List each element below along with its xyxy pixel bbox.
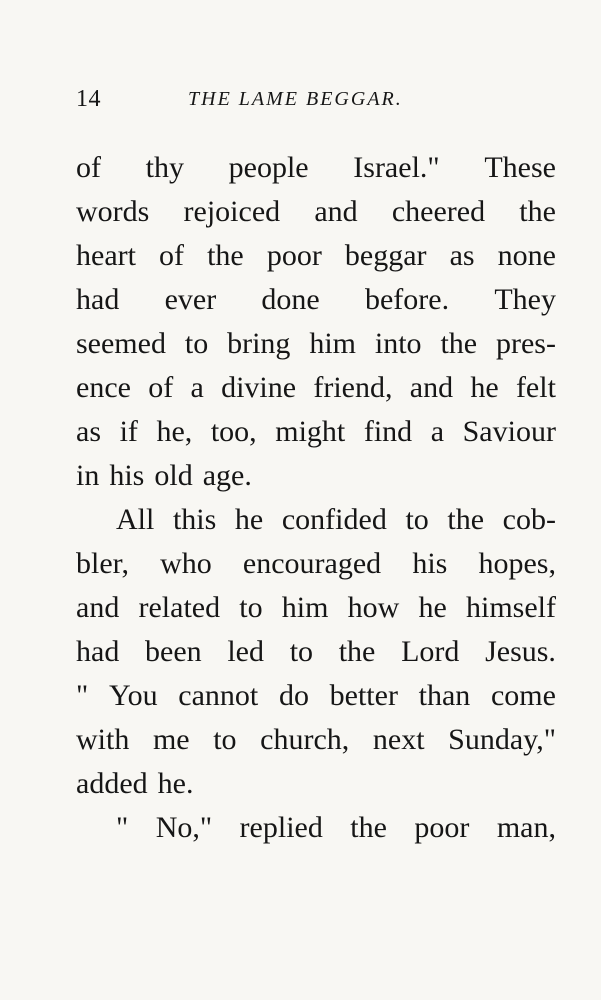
text-word: how: [347, 591, 400, 624]
text-word: poor: [266, 239, 322, 272]
text-word: to: [405, 503, 429, 536]
text-line: [76, 498, 556, 542]
text-word: Sunday,": [448, 723, 556, 756]
text-word: him: [281, 591, 329, 624]
text-line: [76, 542, 556, 586]
text-word: if: [119, 415, 138, 448]
text-word: related: [138, 591, 221, 624]
text-word: confided: [281, 503, 387, 536]
text-line: [76, 586, 556, 630]
text-word: who: [160, 547, 212, 580]
text-word: You: [108, 679, 158, 712]
text-word: the: [519, 195, 556, 228]
text-word: been: [145, 635, 202, 668]
text-word: and: [314, 195, 358, 228]
text-word: ": [76, 679, 89, 712]
text-word: rejoiced: [183, 195, 281, 228]
text-word: and: [409, 371, 454, 404]
text-word: to: [213, 723, 237, 756]
text-word: led: [227, 635, 264, 668]
text-word: with: [76, 723, 130, 756]
text-line: [76, 674, 556, 718]
text-word: had: [76, 635, 120, 668]
text-line: [76, 234, 556, 278]
text-word: thy: [145, 151, 184, 184]
text-line: [76, 718, 556, 762]
text-word: as: [449, 239, 475, 272]
text-word: the: [338, 635, 376, 668]
text-word: bring: [227, 327, 291, 360]
running-title: THE LAME BEGGAR.: [188, 88, 403, 110]
text-word: These: [484, 151, 556, 184]
text-word: to: [239, 591, 263, 624]
text-word: hopes,: [478, 547, 556, 580]
text-line: [76, 630, 556, 674]
text-word: ence: [76, 371, 131, 404]
text-word: might: [275, 415, 346, 448]
text-word: him: [309, 327, 356, 360]
text-word: in: [76, 459, 100, 492]
text-word: too,: [210, 415, 257, 448]
text-word: before.: [364, 283, 450, 316]
text-word: than: [418, 679, 471, 712]
text-word: heart: [76, 239, 136, 272]
text-word: pres-: [495, 327, 556, 360]
text-word: ever: [164, 283, 217, 316]
text-word: none: [497, 239, 556, 272]
text-word: to: [289, 635, 314, 668]
text-word: cob-: [502, 503, 556, 536]
text-word: age.: [202, 459, 252, 492]
text-word: had: [76, 283, 120, 316]
body-text: [76, 146, 556, 850]
text-word: bler,: [76, 547, 129, 580]
text-word: words: [76, 195, 150, 228]
page-header: [76, 86, 556, 116]
text-line: [76, 806, 556, 850]
text-word: find: [363, 415, 413, 448]
text-word: he: [418, 591, 447, 624]
text-line: [76, 190, 556, 234]
text-word: Lord: [401, 635, 460, 668]
text-word: come: [490, 679, 556, 712]
text-word: he: [234, 503, 264, 536]
text-word: cheered: [391, 195, 486, 228]
text-word: No,": [155, 811, 213, 844]
text-word: he.: [157, 767, 194, 800]
text-word: me: [152, 723, 190, 756]
text-word: his: [412, 547, 448, 580]
text-line: [76, 322, 556, 366]
text-word: better: [329, 679, 398, 712]
text-word: as: [76, 415, 101, 448]
text-word: a: [430, 415, 445, 448]
text-word: They: [494, 283, 556, 316]
text-word: people: [228, 151, 309, 184]
text-word: Israel.": [353, 151, 440, 184]
text-word: a: [190, 371, 204, 404]
text-word: next: [372, 723, 425, 756]
text-line: [76, 278, 556, 322]
text-word: cannot: [178, 679, 259, 712]
text-word: he: [470, 371, 499, 404]
text-word: Jesus.: [485, 635, 556, 668]
page-number: 14: [76, 86, 101, 112]
text-word: divine: [221, 371, 297, 404]
text-word: Saviour: [462, 415, 556, 448]
text-line: [76, 454, 556, 498]
text-line: [76, 146, 556, 190]
text-word: the: [350, 811, 387, 844]
text-line: [76, 410, 556, 454]
text-word: the: [207, 239, 244, 272]
text-word: old: [154, 459, 193, 492]
text-word: felt: [515, 371, 556, 404]
text-word: and: [76, 591, 120, 624]
text-word: into: [374, 327, 422, 360]
text-word: to: [184, 327, 209, 360]
text-word: replied: [239, 811, 323, 844]
text-word: of: [159, 239, 185, 272]
text-line: [76, 762, 556, 806]
text-word: poor: [414, 811, 470, 844]
text-line: [76, 366, 556, 410]
text-word: added: [76, 767, 148, 800]
text-word: encouraged: [242, 547, 382, 580]
text-word: he,: [156, 415, 193, 448]
text-word: done: [261, 283, 320, 316]
text-word: this: [172, 503, 217, 536]
text-word: All: [116, 503, 155, 536]
text-word: man,: [496, 811, 556, 844]
text-word: of: [148, 371, 174, 404]
text-word: his: [109, 459, 145, 492]
text-word: seemed: [76, 327, 166, 360]
text-word: the: [440, 327, 478, 360]
text-word: himself: [465, 591, 556, 624]
text-word: church,: [260, 723, 350, 756]
text-word: the: [447, 503, 485, 536]
text-word: beggar: [344, 239, 427, 272]
text-word: do: [278, 679, 309, 712]
text-word: of: [76, 151, 101, 184]
text-word: ": [116, 811, 129, 844]
text-word: friend,: [313, 371, 393, 404]
